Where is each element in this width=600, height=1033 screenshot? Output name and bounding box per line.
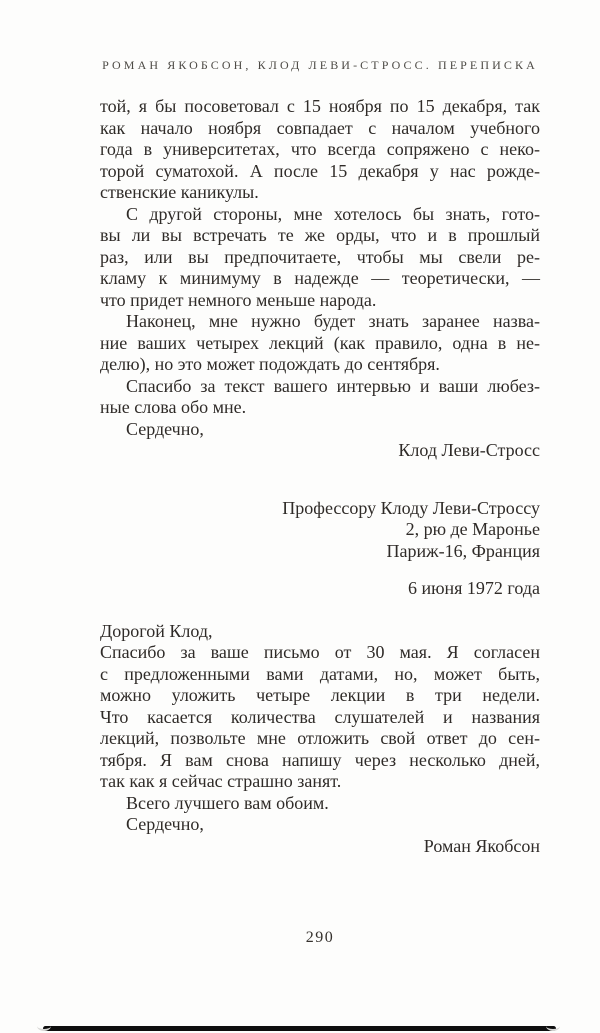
section-gap — [100, 857, 540, 929]
letter-line: лекций, позвольте мне отложить свой ответ до сен- — [100, 728, 540, 748]
page-edge-line — [43, 1026, 556, 1031]
letter-line: кламу к минимуму в надежде — теоретически, — — [100, 268, 540, 288]
letter-line: Спасибо за текст вашего интервью и ваши любез- — [126, 375, 540, 396]
address-line: 2, рю де Маронье — [405, 519, 540, 539]
letter-line: раз, или вы предпочитаете, чтобы мы свели ре- — [100, 246, 540, 267]
letter-line: Спасибо за ваше письмо от 30 мая. Я согласен — [100, 642, 540, 662]
address-line: Париж-16, Франция — [386, 540, 540, 561]
letter-line: торой суматохой. А после 15 декабря у нас рожде- — [100, 160, 540, 181]
letter-line: года в университетах, что всегда сопряжено с неко- — [100, 139, 540, 159]
letter-salutation: Дорогой Клод, — [100, 620, 213, 641]
letter-line: Что касается количества слушателей и названия — [100, 706, 540, 727]
letter-line: тября. Я вам снова напишу через несколько дней, — [100, 749, 540, 770]
letter-closing: Сердечно, — [126, 814, 204, 834]
letter-date: 6 июня 1972 года — [407, 578, 540, 598]
letter-line: с предложенными вами датами, но, может быть, — [100, 663, 540, 684]
section-gap — [100, 600, 540, 621]
letter-line: Всего лучшего вам обоим. — [126, 792, 329, 813]
letter-line: что придет немного меньше народа. — [100, 289, 377, 310]
text-column — [100, 58, 540, 947]
address-line: Профессору Клоду Леви-Строссу — [282, 497, 540, 518]
letter-line: той, я бы посоветовал с 15 ноября по 15 декабря, так — [100, 96, 540, 116]
letter-line: Наконец, мне нужно будет знать заранее назва- — [126, 311, 540, 331]
signature-levi-strauss: Клод Леви-Стросс — [398, 440, 540, 460]
section-gap — [100, 462, 540, 498]
running-header: РОМАН ЯКОБСОН, КЛОД ЛЕВИ-СТРОСС. ПЕРЕПИСКА — [102, 58, 538, 72]
letter-levi-strauss — [100, 96, 540, 462]
letter-line: ние ваших четырех лекций (как правило, одна в не- — [100, 332, 540, 353]
section-gap — [100, 562, 540, 578]
letter-line: ственские каникулы. — [100, 182, 259, 202]
letter-line: можно уложить четыре лекции в три недели. — [100, 685, 540, 705]
letter-line: вы ли вы встречать те же орды, что и в прошлый — [100, 225, 540, 245]
letter-line: делю), но это может подождать до сентября. — [100, 354, 440, 374]
letter-line: С другой стороны, мне хотелось бы знать, гото- — [126, 203, 540, 224]
letter-closing: Сердечно, — [126, 418, 204, 439]
letter-line: как начало ноября совпадает с началом учебного — [100, 117, 540, 138]
letter-line: так как я сейчас страшно занят. — [100, 771, 342, 791]
letter-line: ные слова обо мне. — [100, 397, 247, 417]
page-number: 290 — [305, 929, 335, 946]
letter-jakobson — [100, 498, 540, 858]
signature-jakobson: Роман Якобсон — [423, 835, 540, 856]
